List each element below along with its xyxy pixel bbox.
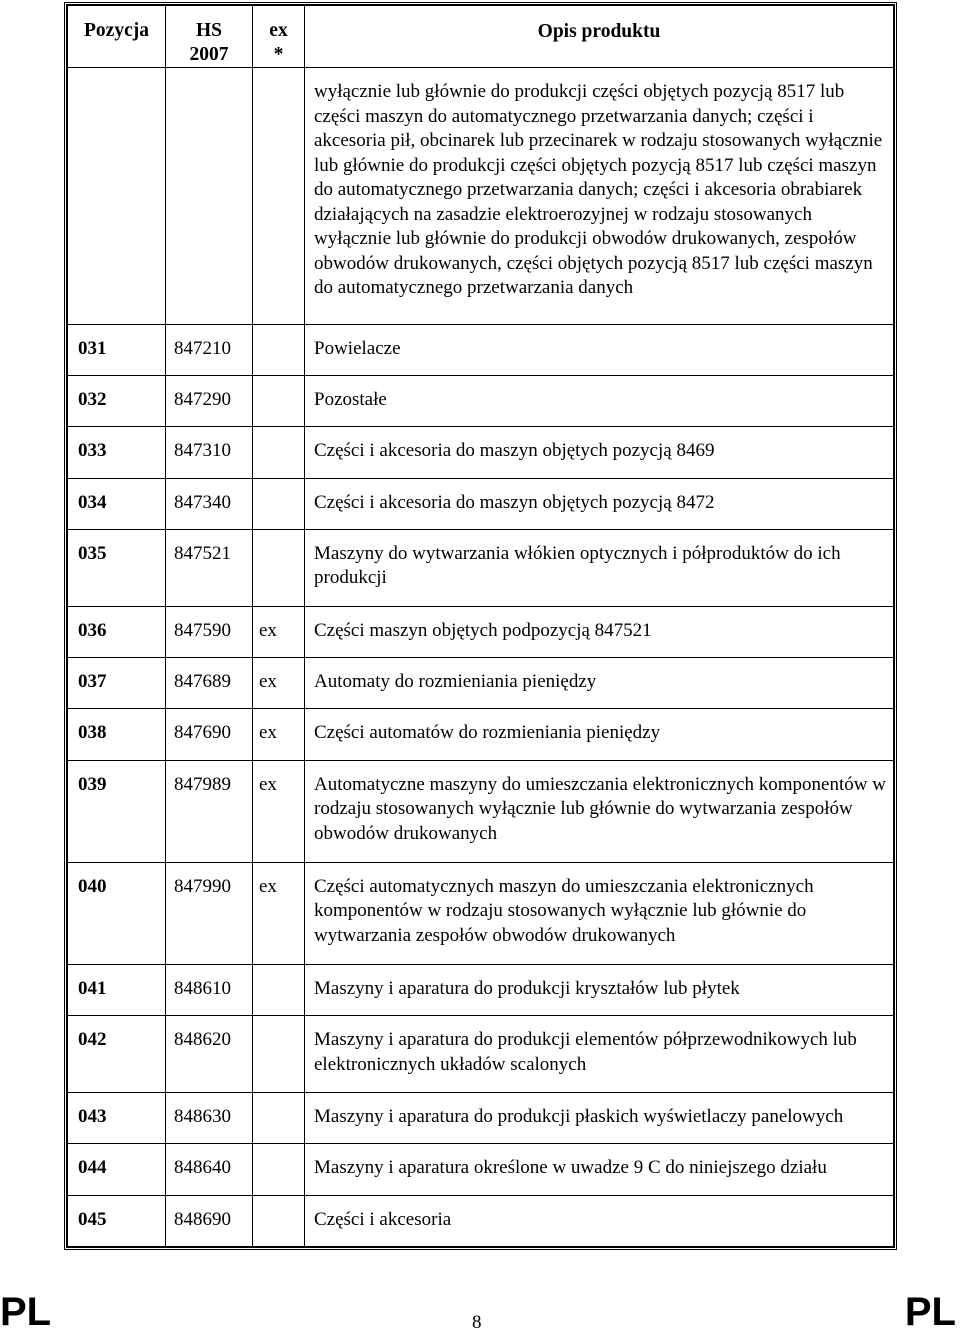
cell-ex — [253, 478, 305, 529]
table-row — [68, 658, 894, 709]
cell-hs-code: 848630 — [166, 1092, 253, 1143]
cell-hs-code: 847990 — [166, 862, 253, 964]
cell-description: Maszyny i aparatura do produkcji kryształów lub płytek — [305, 964, 894, 1015]
cell-pozycja: 036 — [68, 606, 166, 657]
cell-pozycja: 037 — [68, 658, 166, 709]
footer-left-code: PL — [0, 1290, 52, 1334]
table-row — [68, 68, 894, 325]
header-ex-line1: ex — [269, 20, 288, 41]
cell-hs-code: 847521 — [166, 529, 253, 606]
table-row — [68, 1195, 894, 1246]
cell-ex — [253, 529, 305, 606]
table-row — [68, 1016, 894, 1093]
table-body — [68, 68, 894, 1247]
cell-description: Części maszyn objętych podpozycją 847521 — [305, 606, 894, 657]
cell-description: Automatyczne maszyny do umieszczania elektronicznych komponentów w rodzaju stosowanych wyłącznie lub głównie do wytwarzania zespołów obwodów drukowanych — [305, 760, 894, 862]
table-row — [68, 427, 894, 478]
cell-ex: ex — [253, 709, 305, 760]
cell-hs-code: 847690 — [166, 709, 253, 760]
header-hs — [166, 6, 253, 68]
cell-pozycja: 045 — [68, 1195, 166, 1246]
cell-ex: ex — [253, 606, 305, 657]
cell-pozycja: 043 — [68, 1092, 166, 1143]
cell-hs-code — [166, 68, 253, 325]
cell-pozycja: 034 — [68, 478, 166, 529]
table-row — [68, 529, 894, 606]
table-row — [68, 324, 894, 375]
cell-description: Maszyny i aparatura do produkcji elementów półprzewodnikowych lub elektronicznych układów scalonych — [305, 1016, 894, 1093]
cell-description: Części i akcesoria do maszyn objętych pozycją 8472 — [305, 478, 894, 529]
header-ex-line2: * — [273, 44, 284, 65]
cell-ex — [253, 324, 305, 375]
cell-ex — [253, 964, 305, 1015]
table-row — [68, 1092, 894, 1143]
header-pozycja: Pozycja — [68, 6, 166, 68]
table-row — [68, 760, 894, 862]
cell-pozycja: 035 — [68, 529, 166, 606]
page-number: 8 — [472, 1312, 482, 1333]
cell-hs-code: 848640 — [166, 1144, 253, 1195]
cell-hs-code: 847310 — [166, 427, 253, 478]
cell-hs-code: 848620 — [166, 1016, 253, 1093]
cell-description: Maszyny do wytwarzania włókien optycznych i półproduktów do ich produkcji — [305, 529, 894, 606]
cell-ex — [253, 427, 305, 478]
cell-pozycja: 033 — [68, 427, 166, 478]
cell-hs-code: 847290 — [166, 375, 253, 426]
cell-description: Części automatycznych maszyn do umieszczania elektronicznych komponentów w rodzaju stosowanych wyłącznie lub głównie do wytwarzania zespołów obwodów drukowanych — [305, 862, 894, 964]
cell-pozycja: 040 — [68, 862, 166, 964]
cell-description: Pozostałe — [305, 375, 894, 426]
cell-description: Powielacze — [305, 324, 894, 375]
cell-hs-code: 847689 — [166, 658, 253, 709]
cell-ex — [253, 68, 305, 325]
header-row — [68, 6, 894, 68]
cell-description: Części i akcesoria do maszyn objętych pozycją 8469 — [305, 427, 894, 478]
cell-pozycja: 042 — [68, 1016, 166, 1093]
cell-description: Części i akcesoria — [305, 1195, 894, 1246]
cell-pozycja: 031 — [68, 324, 166, 375]
cell-hs-code: 847989 — [166, 760, 253, 862]
cell-pozycja: 038 — [68, 709, 166, 760]
cell-hs-code: 847590 — [166, 606, 253, 657]
tariff-table-frame — [64, 2, 897, 1250]
table-row — [68, 375, 894, 426]
cell-description: Automaty do rozmieniania pieniędzy — [305, 658, 894, 709]
table-row — [68, 862, 894, 964]
header-hs-line2: 2007 — [189, 44, 229, 65]
cell-hs-code: 847210 — [166, 324, 253, 375]
cell-ex — [253, 1016, 305, 1093]
cell-ex: ex — [253, 658, 305, 709]
table-row — [68, 478, 894, 529]
table-header — [68, 6, 894, 68]
cell-pozycja: 032 — [68, 375, 166, 426]
table-row — [68, 709, 894, 760]
cell-pozycja: 044 — [68, 1144, 166, 1195]
cell-ex — [253, 375, 305, 426]
cell-description: Maszyny i aparatura określone w uwadze 9 C do niniejszego działu — [305, 1144, 894, 1195]
cell-description: Maszyny i aparatura do produkcji płaskich wyświetlaczy panelowych — [305, 1092, 894, 1143]
cell-ex: ex — [253, 862, 305, 964]
cell-pozycja: 039 — [68, 760, 166, 862]
header-hs-line1: HS — [195, 20, 222, 41]
cell-pozycja: 041 — [68, 964, 166, 1015]
cell-ex — [253, 1092, 305, 1143]
header-ex — [253, 6, 305, 68]
cell-description: Części automatów do rozmieniania pieniędzy — [305, 709, 894, 760]
cell-description: wyłącznie lub głównie do produkcji części objętych pozycją 8517 lub części maszyn do automatycznego przetwarzania danych; części i akcesoria pił, obcinarek lub przecinarek w rodzaju stosowanych wyłącznie lub głównie do produkcji części objętych pozycją 8517 lub części maszyn do automatycznego przetwarzania danych; części i akcesoria obrabiarek działających na zasadzie elektroerozyjnej w rodzaju stosowanych wyłącznie lub głównie do produkcji obwodów drukowanych, zespołów obwodów drukowanych, części objętych pozycją 8517 lub części maszyn do automatycznego przetwarzania danych — [305, 68, 894, 325]
cell-ex — [253, 1195, 305, 1246]
table-row — [68, 606, 894, 657]
header-opis: Opis produktu — [305, 6, 894, 68]
cell-ex: ex — [253, 760, 305, 862]
tariff-table — [67, 5, 894, 1247]
cell-ex — [253, 1144, 305, 1195]
table-row — [68, 1144, 894, 1195]
footer-right-code: PL — [904, 1290, 956, 1334]
cell-hs-code: 848690 — [166, 1195, 253, 1246]
cell-hs-code: 847340 — [166, 478, 253, 529]
cell-pozycja — [68, 68, 166, 325]
table-row — [68, 964, 894, 1015]
cell-hs-code: 848610 — [166, 964, 253, 1015]
